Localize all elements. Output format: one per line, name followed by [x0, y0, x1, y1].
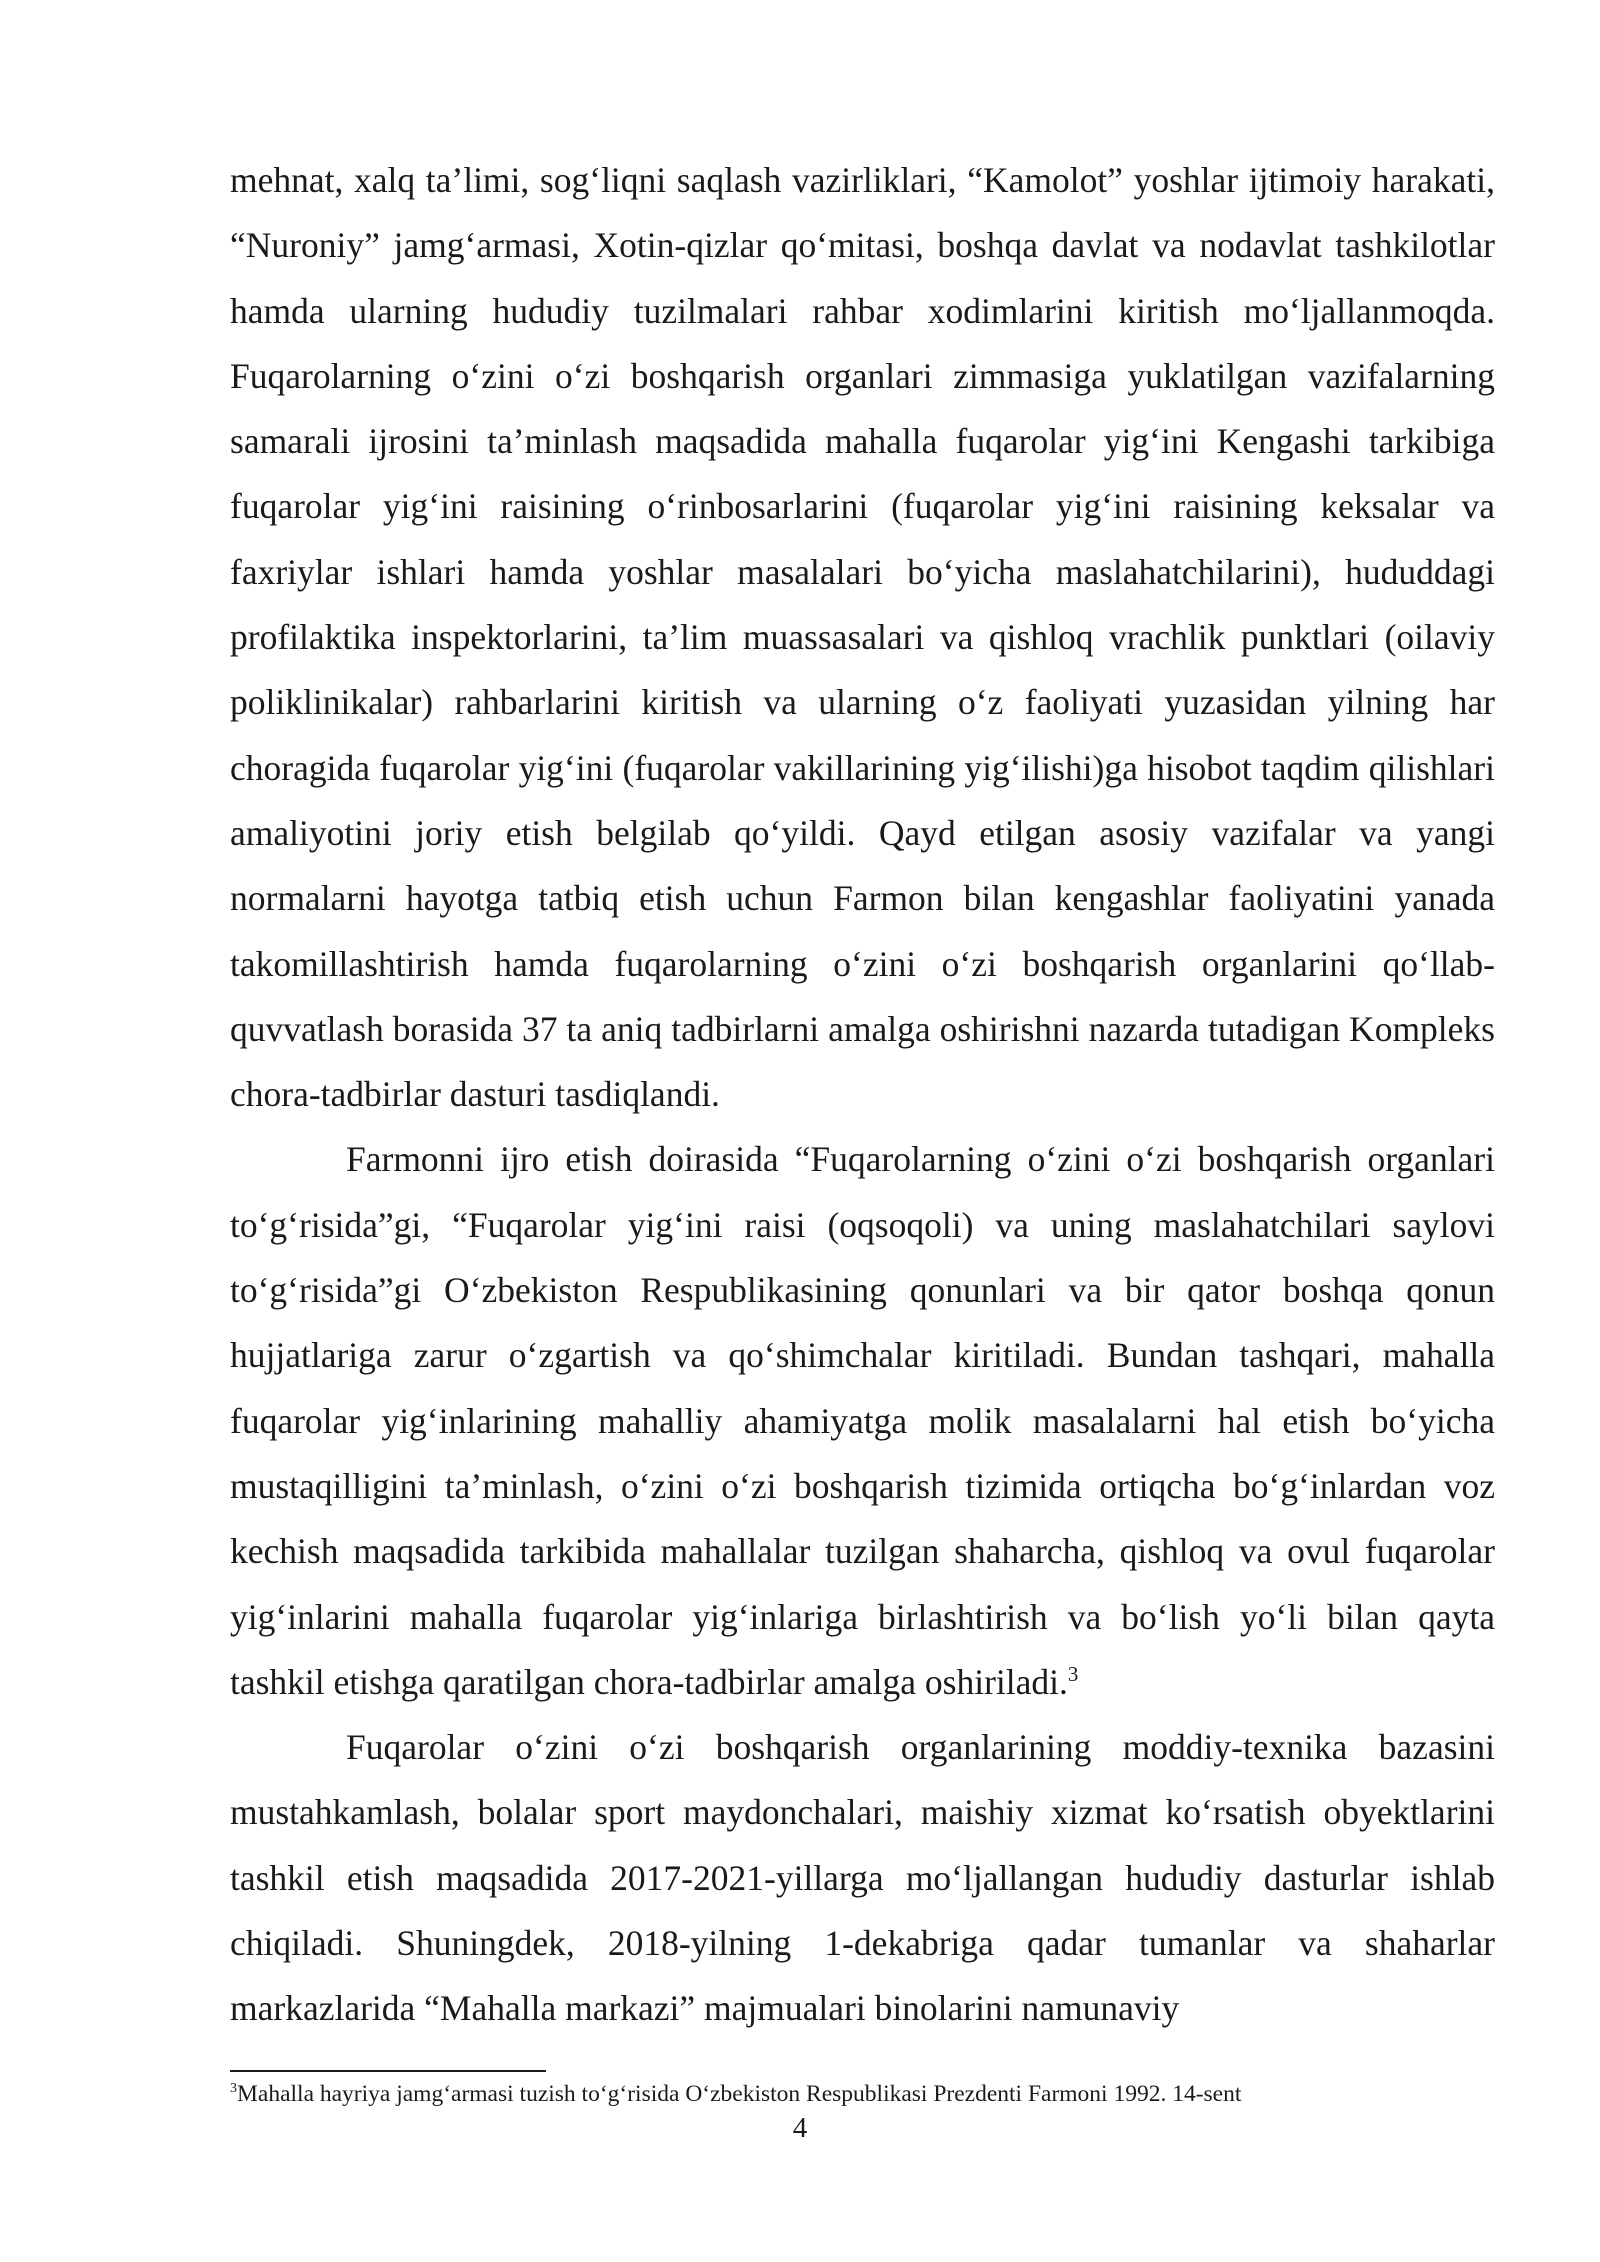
paragraph-2: [230, 1127, 1495, 1715]
paragraph-3: [230, 1715, 1495, 2041]
footnote-text: Mahalla hayriya jamg‘armasi tuzish to‘g‘risida O‘zbekiston Respublikasi Prezdenti Farmoni 1992. 14-sent: [237, 2081, 1242, 2107]
footnote-reference[interactable]: 3: [1067, 1662, 1079, 1686]
paragraph-1-text: mehnat, xalq ta’limi, sog‘liqni saqlash vazirliklari, “Kamolot” yoshlar ijtimoiy harakati, “Nuroniy” jamg‘armasi, Xotin-qizlar qo‘mitasi, boshqa davlat va nodavlat tashkilotlar hamda ularning hududiy tuzilmalari rahbar xodimlarini kiritish mo‘ljallanmoqda. Fuqarolarning o‘zini o‘zi boshqarish organlari zimmasiga yuklatilgan vazifalarning samarali ijrosini ta’minlash maqsadida mahalla fuqarolar yig‘ini Kengashi tarkibiga fuqarolar yig‘ini raisining o‘rinbosarlarini (fuqarolar yig‘ini raisining keksalar va faxriylar ishlari hamda yoshlar masalalari bo‘yicha maslahatchilarini), hududdagi profilaktika inspektorlarini, ta’lim muassasalari va qishloq vrachlik punktlari (oilaviy poliklinikalar) rahbarlarini kiritish va ularning o‘z faoliyati yuzasidan yilning har choragida fuqarolar yig‘ini (fuqarolar vakillarining yig‘ilishi)ga hisobot taqdim qilishlari amaliyotini joriy etish belgilab qo‘yildi. Qayd etilgan asosiy vazifalar va yangi normalarni hayotga tatbiq etish uchun Farmon bilan kengashlar faoliyatini yanada takomillashtirish hamda fuqarolarning o‘zini o‘zi boshqarish organlarini qo‘llab-quvvatlash borasida 37 ta aniq tadbirlarni amalga oshirishni nazarda tutadigan Kompleks chora-tadbirlar dasturi tasdiqlandi.: [230, 160, 1495, 1115]
footnote: [230, 2078, 1530, 2110]
footnote-separator: [230, 2070, 546, 2072]
paragraph-2-text: Farmonni ijro etish doirasida “Fuqarolarning o‘zini o‘zi boshqarish organlari to‘g‘risida”gi, “Fuqarolar yig‘ini raisi (oqsoqoli) va uning maslahatchilari saylovi to‘g‘risida”gi O‘zbekiston Respublikasining qonunlari va bir qator boshqa qonun hujjatlariga zarur o‘zgartish va qo‘shimchalar kiritiladi. Bundan tashqari, mahalla fuqarolar yig‘inlarining mahalliy ahamiyatga molik masalalarni hal etish bo‘yicha mustaqilligini ta’minlash, o‘zini o‘zi boshqarish tizimida ortiqcha bo‘g‘inlardan voz kechish maqsadida tarkibida mahallalar tuzilgan shaharcha, qishloq va ovul fuqarolar yig‘inlarini mahalla fuqarolar yig‘inlariga birlashtirish va bo‘lish yo‘li bilan qayta tashkil etishga qaratilgan chora-tadbirlar amalga oshiriladi.: [230, 1139, 1495, 1702]
paragraph-1: [230, 148, 1495, 1127]
footnote-number: 3: [230, 2081, 237, 2097]
page-number: 4: [792, 2112, 808, 2144]
body-text: [230, 148, 1495, 2042]
paragraph-3-text: Fuqarolar o‘zini o‘zi boshqarish organlarining moddiy-texnika bazasini mustahkamlash, bolalar sport maydonchalari, maishiy xizmat ko‘rsatish obyektlarini tashkil etish maqsadida 2017-2021-yillarga mo‘ljallangan hududiy dasturlar ishlab chiqiladi. Shuningdek, 2018-yilning 1-dekabriga qadar tumanlar va shaharlar markazlarida “Mahalla markazi” majmualari binolarini namunaviy: [230, 1727, 1495, 2029]
